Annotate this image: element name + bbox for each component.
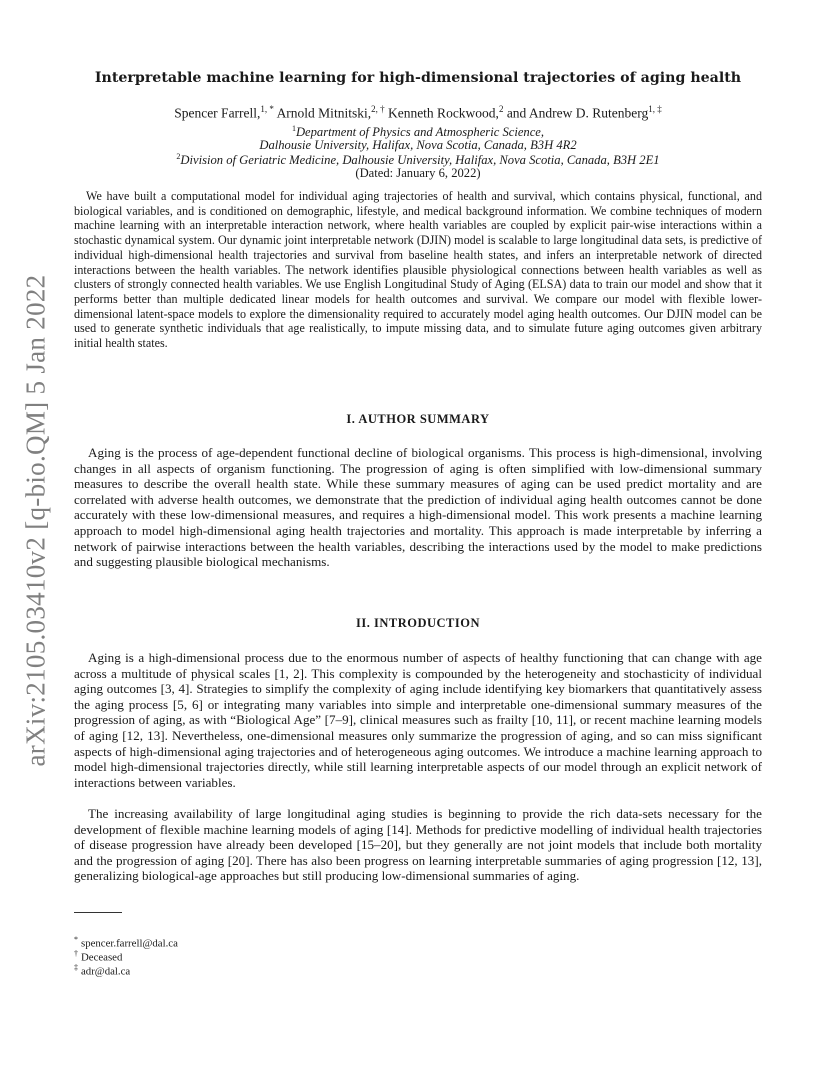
affiliation-line: Dalhousie University, Halifax, Nova Scotia, Canada, B3H 4R2 [259,138,577,152]
abstract: We have built a computational model for individual aging trajectories of health and survival, which contains physical, functional, and biological variables, and is conditioned on demographic, lifestyle, and medical background information. We combine techniques of modern machine learning with an interpretable interaction network, where health variables are coupled by explicit pair-wise interactions within a stochastic dynamical system. Our dynamic joint interpretable network (DJIN) model is scalable to large longitudinal data sets, is predictive of individual high-dimensional health trajectories and survival from baseline health states, and infers an interpretable network of directed interactions between the health variables. The network identifies plausible physiological connections between health variables as well as clusters of strongly connected health variables. We use English Longitudinal Study of Aging (ELSA) data to train our model and show that it performs better than multiple dedicated linear models for health outcomes and survival. We compare our model with flexible lower-dimensional latent-space models to explore the dimensionality required to accurately model aging health outcomes. Our DJIN model can be used to generate synthetic individuals that age realistically, to impute missing data, and to simulate future aging outcomes given arbitrary initial health states. [74,189,762,351]
footnote-text: spencer.farrell@dal.ca [81,937,178,950]
section-heading-introduction: II. INTRODUCTION [356,616,480,630]
footnote-email-farrell [74,935,474,950]
affiliation-line: Division of Geriatric Medicine, Dalhousie University, Halifax, Nova Scotia, Canada, B3H 2E1 [180,153,660,168]
author-marks: 2, † [371,104,385,114]
footnote-text: adr@dal.ca [81,965,131,978]
section-heading-author-summary: I. AUTHOR SUMMARY [346,412,490,426]
footnote-email-rutenberg [74,963,474,978]
arxiv-sidebar [14,260,58,780]
footnote-mark: * [74,935,78,944]
affiliation-mark: 1 [291,124,296,133]
affiliation-line: Department of Physics and Atmospheric Science, [295,125,545,140]
author-summary-paragraph: Aging is the process of age-dependent functional decline of biological organisms. This process is high-dimensional, involving changes in all aspects of organism functioning. The progression of aging is often simplified with low-dimensional summary measures to describe the overall health state. While these summary measures of aging can be used predict mortality and are correlated with adverse health outcomes, we demonstrate that the prediction of individual aging health outcomes cannot be done accurately with these low-dimensional measures, and requires a high-dimensional model. This work presents a machine learning approach to model high-dimensional aging health trajectories and mortality. This approach is made interpretable by inferring a network of pairwise interactions between the health variables, describing the interactions used by the model to make predictions and suggesting plausible biological mechanisms. [74,445,762,570]
affiliation-mark: 2 [176,152,181,161]
footnote-rule [74,912,122,913]
author-marks: 2 [498,104,504,114]
introduction-paragraph: Aging is a high-dimensional process due to the enormous number of aspects of healthy functioning that can change with age across a multitude of physical scales [1, 2]. This complexity is compounded by the heterogeneity and stochasticity of individual aging outcomes [3, 4]. Strategies to simplify the complexity of aging include identifying key biomarkers that quantitatively assess the aging process [5, 6] or integrating many variables into simple and interpretable one-dimensional summary measures of the progression of aging, as with “Biological Age” [7–9], clinical measures such as frailty [10, 11], or recent machine learning models of aging [12, 13]. Nevertheless, one-dimensional measures only summarize the progression of aging, and so can miss significant aspects of high-dimensional aging trajectories and of heterogeneous aging outcomes. We introduce a machine learning approach to model high-dimensional trajectories directly, while still learning interpretable aspects of our model through an explicit network of interactions between variables. [74,650,762,790]
paper-date: (Dated: January 6, 2022) [355,166,481,180]
paper-title: Interpretable machine learning for high-dimensional trajectories of aging health [94,70,742,86]
footnote-deceased [74,949,474,964]
footnote-mark: † [74,949,78,958]
author-marks: 1, * [260,104,274,114]
introduction-paragraph: The increasing availability of large longitudinal aging studies is beginning to provide the rich data-sets necessary for the development of flexible machine learning models of aging [14]. Methods for predictive modelling of individual health trajectories of disease progression have already been developed [15–20], but they generally are not joint models that include both mortality and the progression of aging [20]. There has also been progress on learning interpretable summaries of aging progression [12, 13], generalizing biological-age approaches but still producing low-dimensional summaries of aging. [74,806,762,884]
footnote-mark: ‡ [74,963,78,972]
author-list [74,104,762,122]
author-name: and Andrew D. Rutenberg [506,105,649,121]
footnote-text: Deceased [81,951,123,964]
author-marks: 1, ‡ [648,104,662,114]
author-name: Spencer Farrell, [174,105,261,121]
author-name: Arnold Mitnitski, [276,105,372,121]
author-name: Kenneth Rockwood, [387,105,499,121]
affiliation-1-address [74,138,762,153]
arxiv-identifier: arXiv:2105.03410v2 [q-bio.QM] 5 Jan 2022 [20,274,51,766]
